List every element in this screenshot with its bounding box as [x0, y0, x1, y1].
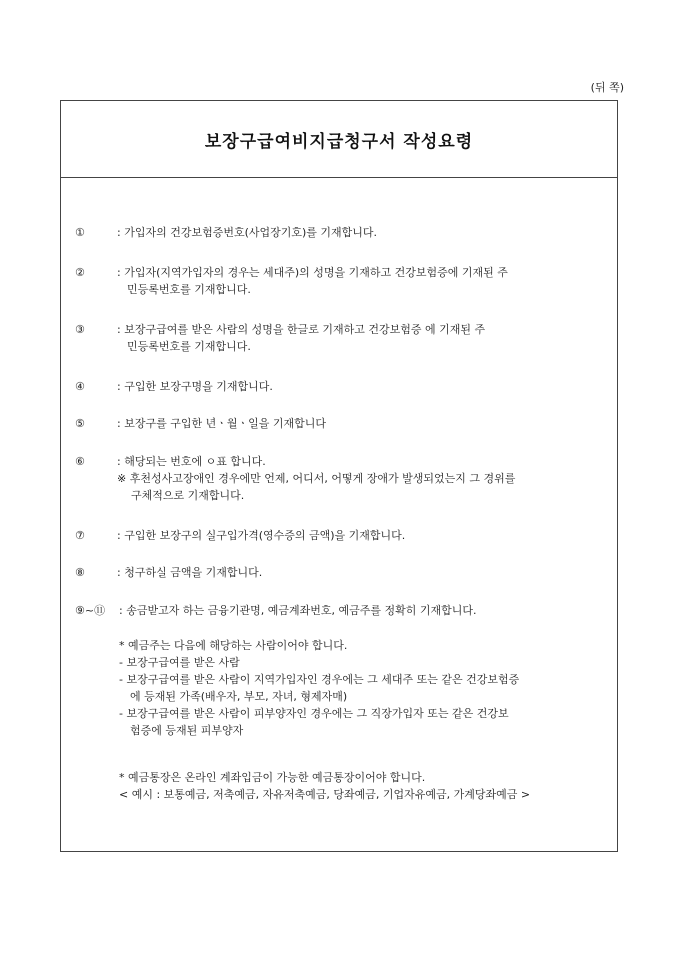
instruction-item-4 — [75, 378, 615, 395]
instruction-item-7 — [75, 527, 615, 544]
accident-note — [117, 470, 615, 504]
depositor-note-head: * 예금주는 다음에 해당하는 사람이어야 합니다. — [119, 639, 348, 652]
item-number: ⑦ — [75, 529, 85, 542]
item-text-continued: 민등록번호를 기재합니다. — [127, 340, 251, 353]
page-title: 보장구급여비지급청구서 작성요령 — [204, 131, 474, 152]
item-text: : 보장구를 구입한 년ㆍ월ㆍ일을 기재합니다 — [117, 417, 326, 430]
item-text: : 보장구급여를 받은 사람의 성명을 한글로 기재하고 건강보험증 에 기재된 주 — [117, 323, 486, 336]
item-text: : 구입한 보장구의 실구입가격(영수증의 금액)을 기재합니다. — [117, 529, 406, 542]
accident-note-line: ※ 후천성사고장애인 경우에만 언제, 어디서, 어떻게 장애가 발생되었는지 그 경위를 — [117, 472, 516, 485]
account-note-example: < 예시 : 보통예금, 저축예금, 자유저축예금, 당좌예금, 기업자유예금, 가계당좌예금 > — [119, 788, 531, 801]
item-number: ③ — [75, 323, 85, 336]
accident-note-continued: 구체적으로 기재합니다. — [131, 489, 245, 502]
item-text-continued: 민등록번호를 기재합니다. — [127, 283, 251, 296]
account-note-head: * 예금통장은 온라인 계좌입금이 가능한 예금통장이어야 합니다. — [119, 771, 426, 784]
item-text: : 청구하실 금액을 기재합니다. — [117, 566, 263, 579]
instruction-item-2 — [75, 264, 615, 298]
item-text: : 해당되는 번호에 ㅇ표 합니다. — [117, 455, 266, 468]
page-side-label: (뒤 쪽) — [590, 81, 624, 94]
item-number: ① — [75, 226, 85, 239]
item-text: : 송금받고자 하는 금융기관명, 예금계좌번호, 예금주를 정확히 기재합니다. — [119, 604, 477, 617]
depositor-bullet-2: - 보장구급여를 받은 사람이 지역가입자인 경우에는 그 세대주 또는 같은 건강보험증 — [119, 673, 520, 686]
instruction-item-8 — [75, 564, 615, 581]
instruction-item-5 — [75, 415, 615, 432]
depositor-note — [119, 637, 619, 739]
depositor-bullet-2-continued: 에 등재된 가족(배우자, 부모, 자녀, 형제자매) — [130, 690, 348, 703]
depositor-bullet-3-continued: 험증에 등재된 피부양자 — [130, 724, 244, 737]
item-text: : 구입한 보장구명을 기재합니다. — [117, 380, 273, 393]
item-number: ④ — [75, 380, 85, 393]
item-number: ⑥ — [75, 455, 85, 468]
item-text: : 가입자의 건강보험증번호(사업장기호)를 기재합니다. — [117, 226, 378, 239]
document-frame — [60, 100, 618, 852]
instruction-item-9-11 — [75, 602, 615, 619]
depositor-bullet-1: - 보장구급여를 받은 사람 — [119, 656, 240, 669]
account-note — [119, 769, 619, 803]
item-number: ② — [75, 266, 85, 279]
item-number: ⑨~⑪ — [75, 604, 106, 617]
instruction-item-6 — [75, 453, 615, 504]
instruction-item-1 — [75, 224, 615, 241]
instruction-item-3 — [75, 321, 615, 355]
title-box — [61, 101, 617, 178]
depositor-bullet-3: - 보장구급여를 받은 사람이 피부양자인 경우에는 그 직장가입자 또는 같은 건강보 — [119, 707, 509, 720]
item-text: : 가입자(지역가입자의 경우는 세대주)의 성명을 기재하고 건강보험증에 기재된 주 — [117, 266, 508, 279]
item-number: ⑧ — [75, 566, 85, 579]
item-number: ⑤ — [75, 417, 85, 430]
